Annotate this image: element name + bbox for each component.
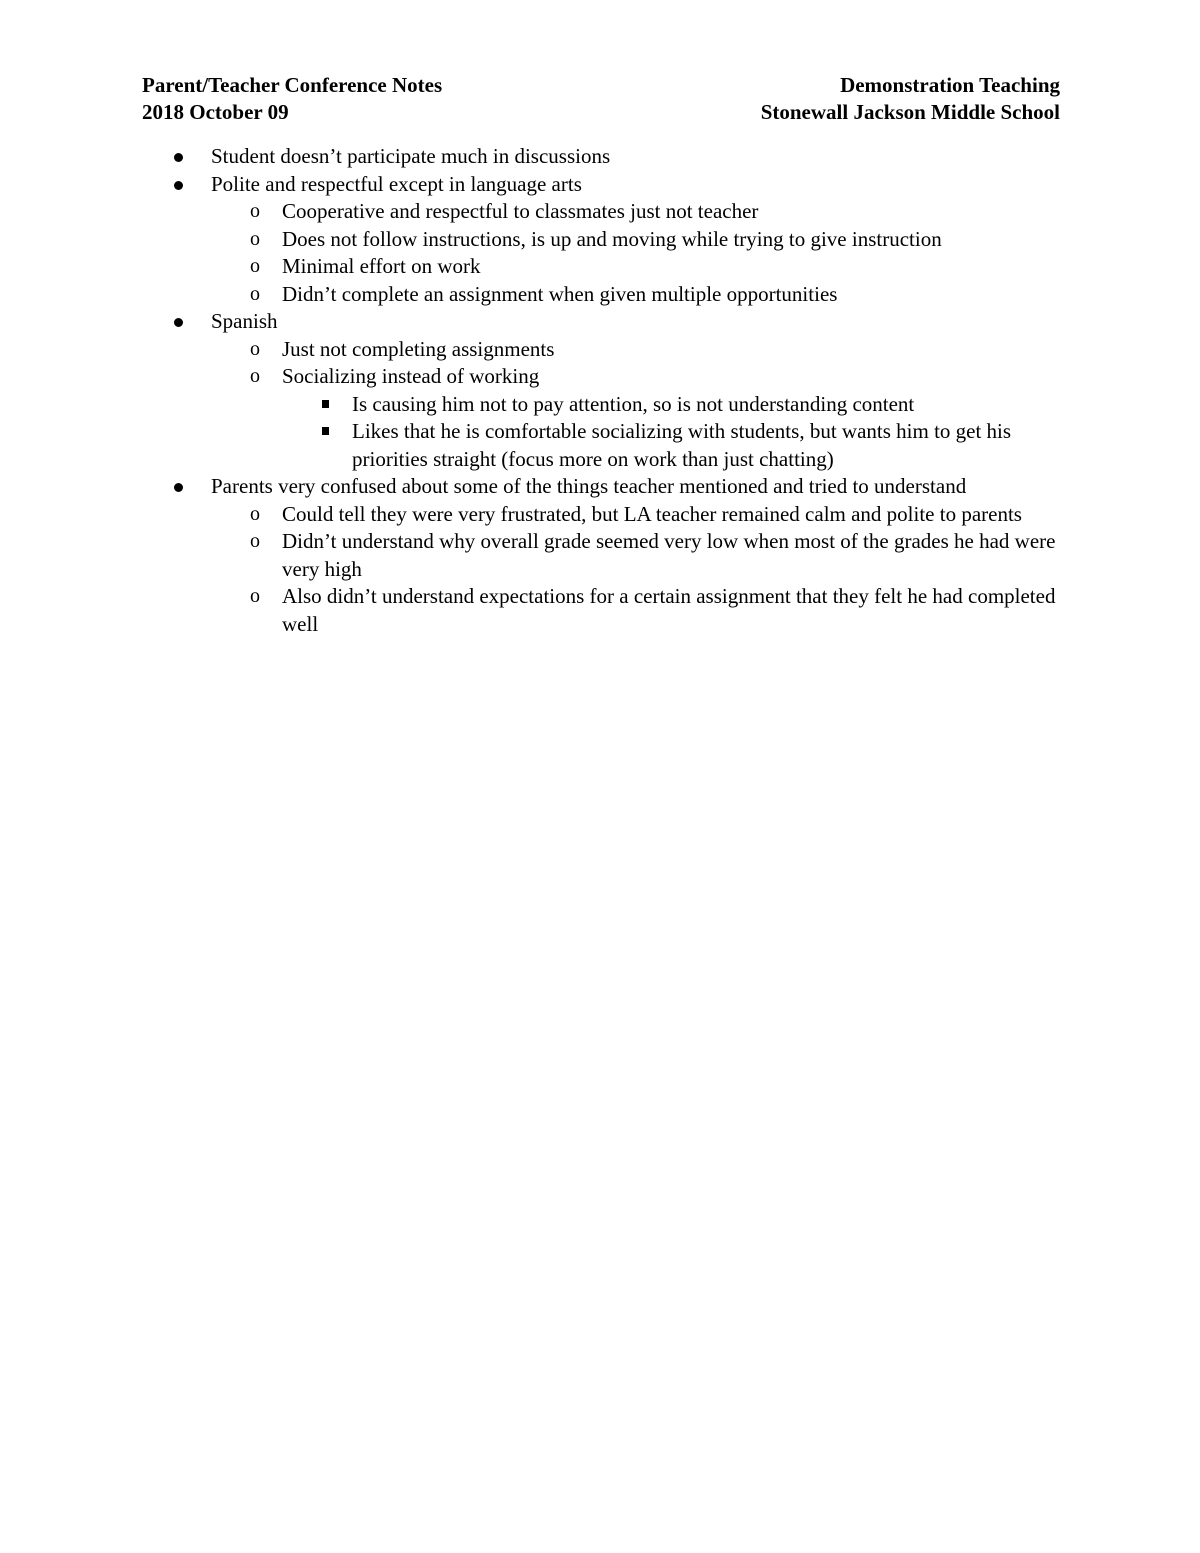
detail-list-item bbox=[284, 391, 1060, 419]
sub-list bbox=[214, 501, 1060, 639]
sub-note-text: Just not completing assignments bbox=[282, 336, 555, 361]
note-text: Parents very confused about some of the things teacher mentioned and tried to understand bbox=[211, 474, 967, 498]
hollow-bullet-icon: o bbox=[250, 585, 260, 607]
bullet-icon bbox=[174, 181, 183, 190]
hollow-bullet-icon: o bbox=[250, 502, 260, 525]
sub-list-item bbox=[214, 583, 1060, 638]
sub-list bbox=[214, 198, 1060, 308]
document-date: 2018 October 09 bbox=[142, 100, 289, 124]
sub-list-item bbox=[214, 336, 1060, 364]
sub-note-text: Didn’t understand why overall grade seemed very low when most of the grades he had were very high bbox=[282, 529, 1056, 581]
sub-note-text: Socializing instead of working bbox=[282, 364, 540, 388]
sub-note-text: Also didn’t understand expectations for a certain assignment that they felt he had completed well bbox=[282, 584, 1056, 636]
header-row-1 bbox=[142, 72, 1060, 99]
document-title: Parent/Teacher Conference Notes bbox=[142, 73, 443, 97]
sub-list bbox=[214, 336, 1060, 474]
sub-note-text: Could tell they were very frustrated, but LA teacher remained calm and polite to parents bbox=[282, 501, 1022, 526]
bullet-icon bbox=[174, 153, 183, 162]
sub-note-text: Minimal effort on work bbox=[282, 254, 481, 278]
square-bullet-icon bbox=[322, 400, 329, 408]
notes-body bbox=[142, 143, 1060, 638]
note-text: Spanish bbox=[211, 309, 278, 333]
hollow-bullet-icon: o bbox=[250, 255, 260, 277]
sub-list-item bbox=[214, 226, 1060, 254]
sub-list-item bbox=[214, 501, 1060, 529]
sub-note-text: Cooperative and respectful to classmates just not teacher bbox=[282, 199, 759, 223]
bullet-icon bbox=[174, 318, 183, 327]
school-name: Stonewall Jackson Middle School bbox=[760, 100, 1060, 124]
hollow-bullet-icon: o bbox=[250, 365, 260, 387]
list-item bbox=[142, 143, 1060, 171]
list-item bbox=[142, 171, 1060, 309]
hollow-bullet-icon: o bbox=[250, 282, 260, 305]
sub-list-item bbox=[214, 198, 1060, 226]
hollow-bullet-icon: o bbox=[250, 200, 260, 222]
sub-list-item bbox=[214, 281, 1060, 309]
detail-note-text: Likes that he is comfortable socializing with students, but wants him to get his priorities straight (focus more on work than just chatting) bbox=[352, 419, 1012, 471]
course-name: Demonstration Teaching bbox=[840, 73, 1060, 97]
note-text: Student doesn’t participate much in discussions bbox=[211, 144, 611, 168]
hollow-bullet-icon: o bbox=[250, 337, 260, 360]
sub-list-item bbox=[214, 528, 1060, 583]
detail-note-text: Is causing him not to pay attention, so is not understanding content bbox=[352, 391, 915, 416]
hollow-bullet-icon: o bbox=[250, 227, 260, 250]
sub-list-item bbox=[214, 363, 1060, 473]
list-item bbox=[142, 473, 1060, 638]
bullet-icon bbox=[174, 483, 183, 492]
detail-list bbox=[284, 391, 1060, 474]
note-text: Polite and respectful except in language arts bbox=[211, 171, 582, 196]
document-header bbox=[142, 72, 1060, 126]
sub-list-item bbox=[214, 253, 1060, 281]
header-row-2 bbox=[142, 99, 1060, 126]
sub-note-text: Didn’t complete an assignment when given multiple opportunities bbox=[282, 281, 838, 306]
hollow-bullet-icon: o bbox=[250, 530, 260, 552]
square-bullet-icon bbox=[322, 427, 329, 435]
detail-list-item bbox=[284, 418, 1060, 473]
notes-list bbox=[142, 143, 1060, 638]
list-item bbox=[142, 308, 1060, 473]
sub-note-text: Does not follow instructions, is up and moving while trying to give instruction bbox=[282, 226, 942, 251]
